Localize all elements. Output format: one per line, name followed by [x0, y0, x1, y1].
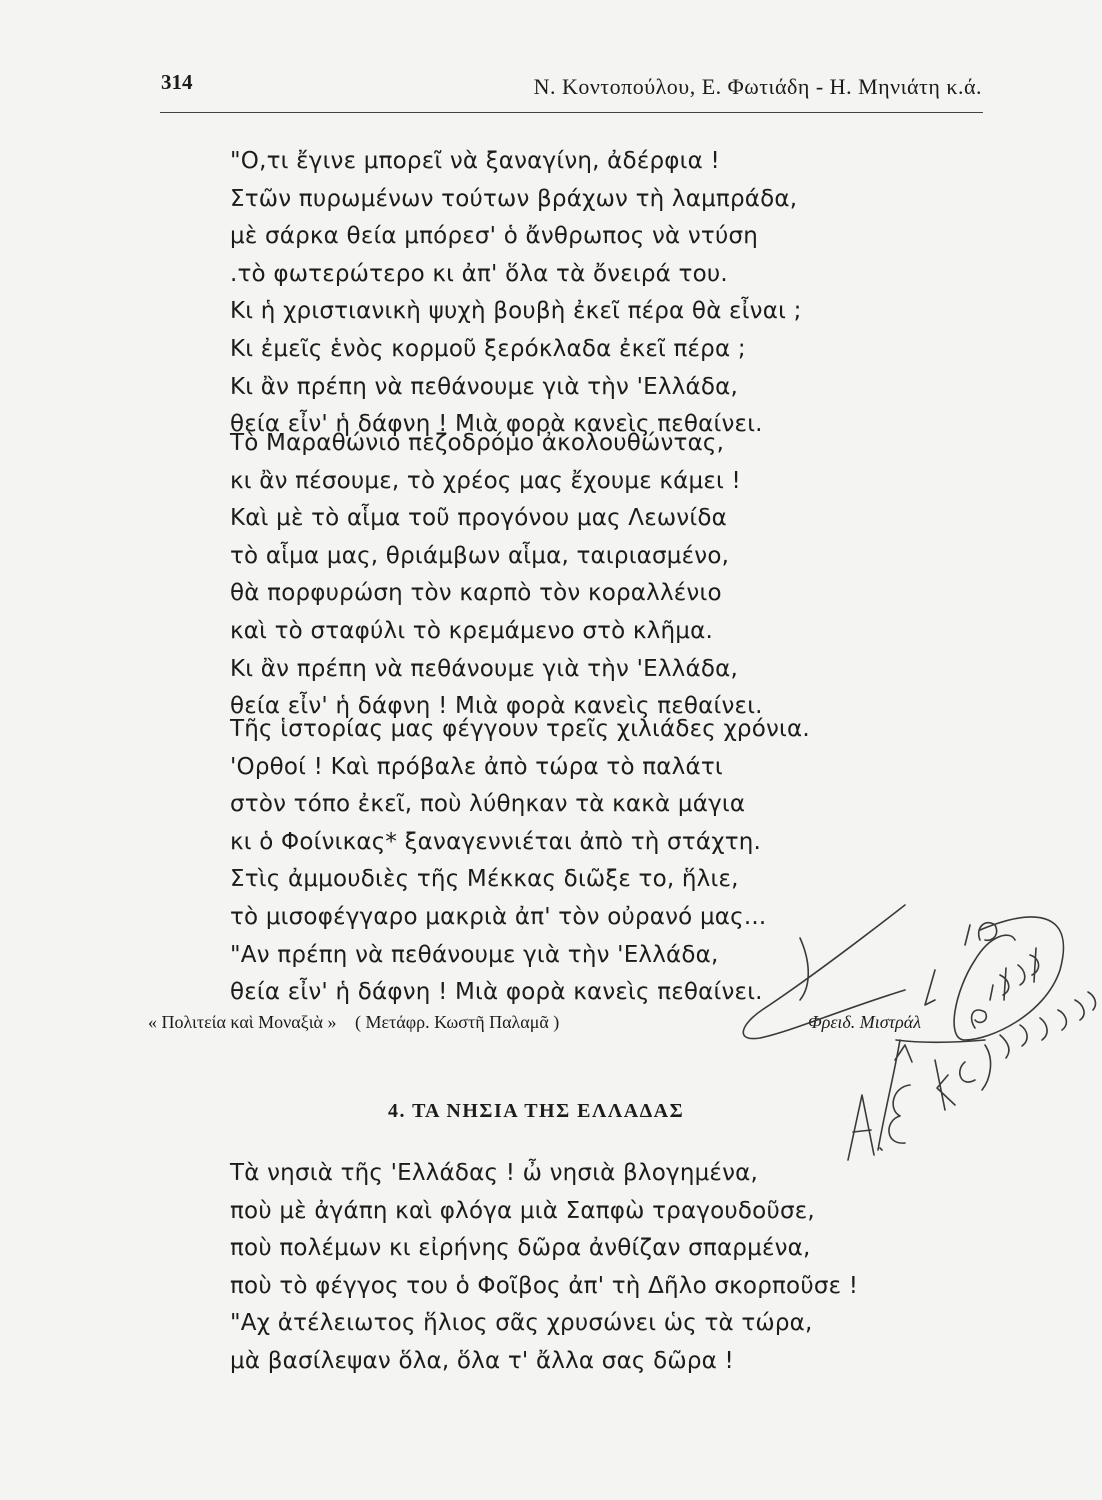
verse-line: θὰ πορφυρώση τὸν καρπὸ τὸν κοραλλένιο	[230, 580, 722, 607]
verse-line: κι ἂν πέσουμε, τὸ χρέος μας ἔχουμε κάμει !	[230, 467, 741, 494]
verse-line: τὸ μισοφέγγαρο μακριὰ ἀπ' τὸν οὐρανό μας...	[230, 903, 767, 930]
source-work: « Πολιτεία καὶ Μοναξιὰ »	[148, 1012, 337, 1032]
verse-line: τὸ αἷμα μας, θριάμβων αἷμα, ταιριασμένο,	[230, 542, 730, 569]
verse-line: ποὺ μὲ ἀγάπη καὶ φλόγα μιὰ Σαπφὼ τραγουδοῦσε,	[230, 1197, 815, 1224]
verse-line: "Ο,τι ἔγινε μπορεῖ νὰ ξαναγίνη, ἀδέρφια !	[230, 148, 720, 174]
verse-line: Κι ἐμεῖς ἑνὸς κορμοῦ ξερόκλαδα ἐκεῖ πέρα ;	[230, 335, 746, 362]
poem-stanza-1	[230, 143, 802, 444]
verse-line: Στὶς ἀμμουδιὲς τῆς Μέκκας διῶξε το, ἥλιε,	[230, 866, 739, 893]
poem-source	[148, 1012, 559, 1033]
verse-line: Στῶν πυρωμένων τούτων βράχων τὴ λαμπράδα,	[230, 185, 798, 212]
verse-line: μὲ σάρκα θεία μπόρεσ' ὁ ἄνθρωπος νὰ ντύση	[230, 223, 759, 250]
verse-line: θεία εἶν' ἡ δάφνη ! Μιὰ φορὰ κανεὶς πεθαίνει.	[230, 411, 763, 438]
verse-line: "Αν πρέπη νὰ πεθάνουμε γιὰ τὴν 'Ελλάδα,	[230, 941, 719, 968]
verse-line: θεία εἶν' ἡ δάφνη ! Μιὰ φορὰ κανεὶς πεθαίνει.	[230, 693, 763, 720]
header-rule	[160, 112, 983, 113]
verse-line: στὸν τόπο ἐκεῖ, ποὺ λύθηκαν τὰ κακὰ μάγια	[230, 791, 746, 818]
verse-line: Κι ἂν πρέπη νὰ πεθάνουμε γιὰ τὴν 'Ελλάδα,	[230, 373, 738, 400]
verse-line: θεία εἶν' ἡ δάφνη ! Μιὰ φορὰ κανεὶς πεθαίνει.	[230, 979, 763, 1006]
verse-line: Κι ἡ χριστιανικὴ ψυχὴ βουβὴ ἐκεῖ πέρα θὰ εἶναι ;	[230, 298, 802, 325]
verse-line: .τὸ φωτερώτερο κι ἀπ' ὅλα τὰ ὄνειρά του.	[230, 260, 728, 287]
verse-line: "Αχ ἀτέλειωτος ἥλιος σᾶς χρυσώνει ὡς τὰ τώρα,	[230, 1310, 813, 1337]
verse-line: 'Ορθοί ! Καὶ πρόβαλε ἀπὸ τώρα τὸ παλάτι	[230, 753, 723, 780]
verse-line: Τὸ Μαραθώνιο πεζοδρόμο ἀκολουθώντας,	[230, 430, 725, 456]
verse-line: ποὺ τὸ φέγγος του ὁ Φοῖβος ἀπ' τὴ Δῆλο σκορποῦσε !	[230, 1272, 859, 1299]
verse-line: μὰ βασίλεψαν ὅλα, ὅλα τ' ἄλλα σας δῶρα !	[230, 1347, 734, 1374]
verse-line: Κι ἂν πρέπη νὰ πεθάνουμε γιὰ τὴν 'Ελλάδα,	[230, 655, 738, 682]
section-title: 4. ΤΑ ΝΗΣΙΑ ΤΗΣ ΕΛΛΑΔΑΣ	[388, 1100, 685, 1122]
verse-line: Τῆς ἱστορίας μας φέγγουν τρεῖς χιλιάδες χρόνια.	[230, 716, 810, 742]
verse-line: κι ὁ Φοίνικας* ξαναγεννιέται ἀπὸ τὴ στάχτη.	[230, 828, 762, 855]
verse-line: ποὺ πολέμων κι εἰρήνης δῶρα ἀνθίζαν σπαρμένα,	[230, 1235, 811, 1262]
running-head: Ν. Κοντοπούλου, Ε. Φωτιάδη - Η. Μηνιάτη κ.ά.	[533, 74, 982, 99]
verse-line: Τὰ νησιὰ τῆς 'Ελλάδας ! ὦ νησιὰ βλογημένα,	[230, 1160, 758, 1186]
poem-stanza-3	[230, 711, 810, 1012]
verse-line: καὶ τὸ σταφύλι τὸ κρεμάμενο στὸ κλῆμα.	[230, 617, 713, 644]
translator-credit: ( Μετάφρ. Κωστῆ Παλαμᾶ )	[354, 1012, 560, 1032]
page-number: 314	[161, 70, 193, 94]
verse-line: Καὶ μὲ τὸ αἷμα τοῦ προγόνου μας Λεωνίδα	[230, 505, 727, 532]
islands-poem	[230, 1155, 858, 1381]
poem-stanza-2	[230, 425, 763, 726]
poem-author: Φρειδ. Μιστράλ	[808, 1012, 922, 1032]
